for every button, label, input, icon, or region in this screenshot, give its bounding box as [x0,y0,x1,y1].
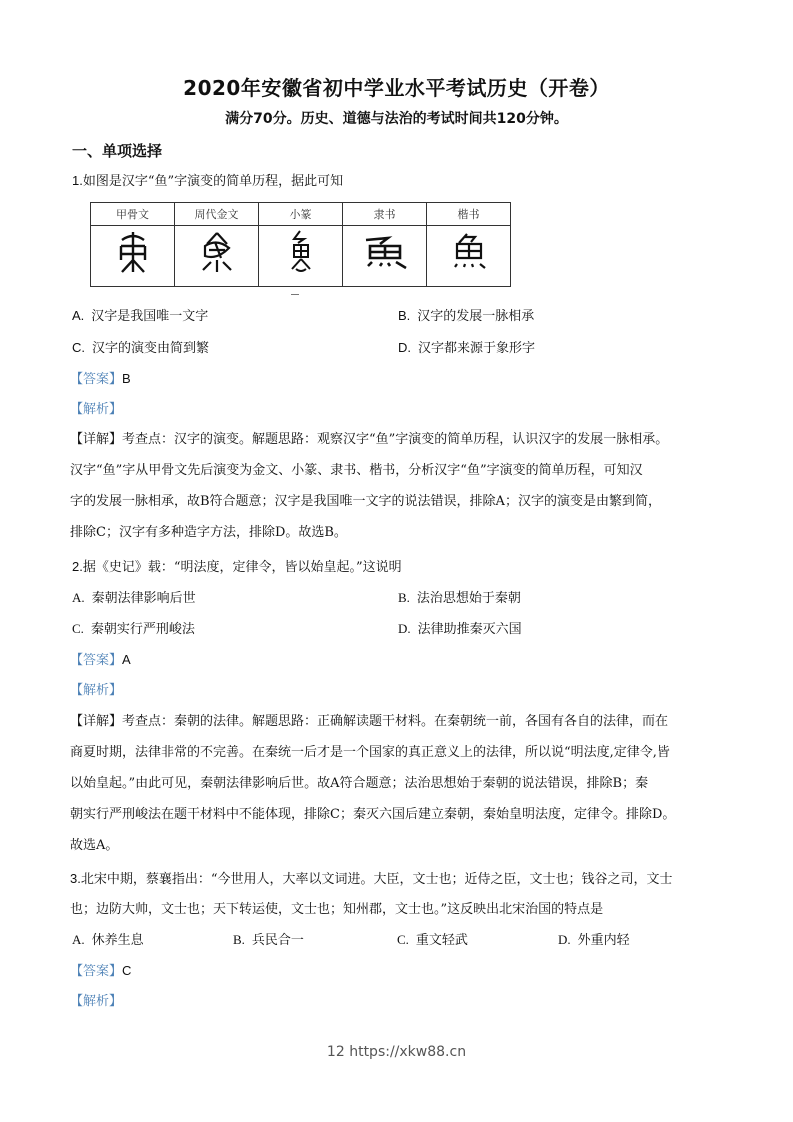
q3-option-d: D. 外重内轻 [558,932,630,948]
q1-analysis-label: 【解析】 [70,402,123,417]
q1-option-a: A. 汉字是我国唯一文字 [72,308,209,324]
question-number: 1. [72,173,83,188]
footer-url[interactable]: https://xkw88.cn [349,1044,467,1060]
document-subtitle: 满分70分。历史、道德与法治的考试时间共120分钟。 [225,111,568,127]
fish-seal-glyph-icon [286,229,316,275]
section-heading: 一、单项选择 [72,142,163,160]
q2-option-d: D. 法律助推秦灭六国 [398,621,522,637]
glyph-regular [427,226,511,287]
question-text: 如图是汉字“鱼”字演变的简单历程，据此可知 [82,174,344,189]
glyph-small-seal [259,226,343,287]
table-header-clerical: 隶书 [343,203,427,226]
page-footer [0,1044,793,1060]
page-number: 12 [326,1044,345,1060]
question-2-stem: 2.据《史记》载：“明法度，定律令，皆以始皇起。”这说明 [72,559,402,575]
q3-option-c: C. 重文轻武 [397,932,468,948]
q1-option-b: B. 汉字的发展一脉相承 [398,308,535,324]
q3-analysis-label: 【解析】 [70,994,123,1009]
question-1-stem [72,172,343,191]
glyph-oracle-bone [91,226,175,287]
q2-answer: 【答案】A [70,652,131,668]
glyph-clerical [343,226,427,287]
detail-label: 【详解】 [70,432,123,447]
q2-detail: 【详解】考查点：秦朝的法律。解题思路：正确解读题干材料。在秦朝统一前，各国有各自的法律，而在 商夏时期，法律非常的不完善。在秦统一后才是一个国家的真正意义上的法律，所以说“明法度,定律令,皆 以始皇起。”由此可见，秦朝法律影响后世。故A符合题意；法治思想始于秦朝的说法错误，排除B；秦 朝实行严刑峻法在题干材料中不能体现，排除C；秦灭六国后建立秦朝，秦始皇明法度，定律令。排除D。 故选A。 [70,714,676,853]
question-3-stem: 3.北宋中期，蔡襄指出：“今世用人，大率以文词进。大臣，文士也；近侍之臣，文士也；钱谷之司，文士 也；边防大帅，文士也；天下转运使，文士也；知州郡，文士也。”这反映出北宋治国的特点是 [70,871,673,917]
q2-option-c: C. 秦朝实行严刑峻法 [72,621,195,637]
fish-clerical-glyph-icon [360,232,410,272]
q1-answer-value: B [122,371,131,386]
table-header-oracle-bone: 甲骨文 [91,203,175,226]
fish-oracle-glyph-icon [116,230,150,274]
q1-answer: 【答案】B [70,371,131,387]
q3-option-b: B. 兵民合一 [233,932,304,948]
q1-detail: 【详解】考查点：汉字的演变。解题思路：观察汉字“鱼”字演变的简单历程，认识汉字的发展一脉相承。 汉字“鱼”字从甲骨文先后演变为金文、小篆、隶书、楷书，分析汉字“鱼”字演变的简单历程，可知汉 字的发展一脉相承，故B符合题意；汉字是我国唯一文字的说法错误，排除A；汉字的演变是由繁到简， 排除C；汉字有多种造字方法，排除D。故选B。 [70,432,669,540]
fish-regular-glyph-icon [447,231,491,273]
q1-option-c: C. 汉字的演变由简到繁 [72,340,210,356]
table-header-small-seal: 小篆 [259,203,343,226]
q3-option-a: A. 休养生息 [72,932,144,948]
q3-answer: 【答案】C [70,963,132,979]
character-evolution-table [90,202,511,287]
table-header-bronze: 周代金文 [175,203,259,226]
glyph-bronze [175,226,259,287]
table-caption-mark [291,294,299,295]
q1-option-d: D. 汉字都来源于象形字 [398,340,536,356]
fish-bronze-glyph-icon [197,230,237,274]
q2-analysis-label: 【解析】 [70,683,123,698]
document-title: 2020年安徽省初中学业水平考试历史（开卷） [183,76,610,100]
q2-option-b: B. 法治思想始于秦朝 [398,590,521,606]
table-header-regular: 楷书 [427,203,511,226]
q2-option-a: A. 秦朝法律影响后世 [72,590,196,606]
